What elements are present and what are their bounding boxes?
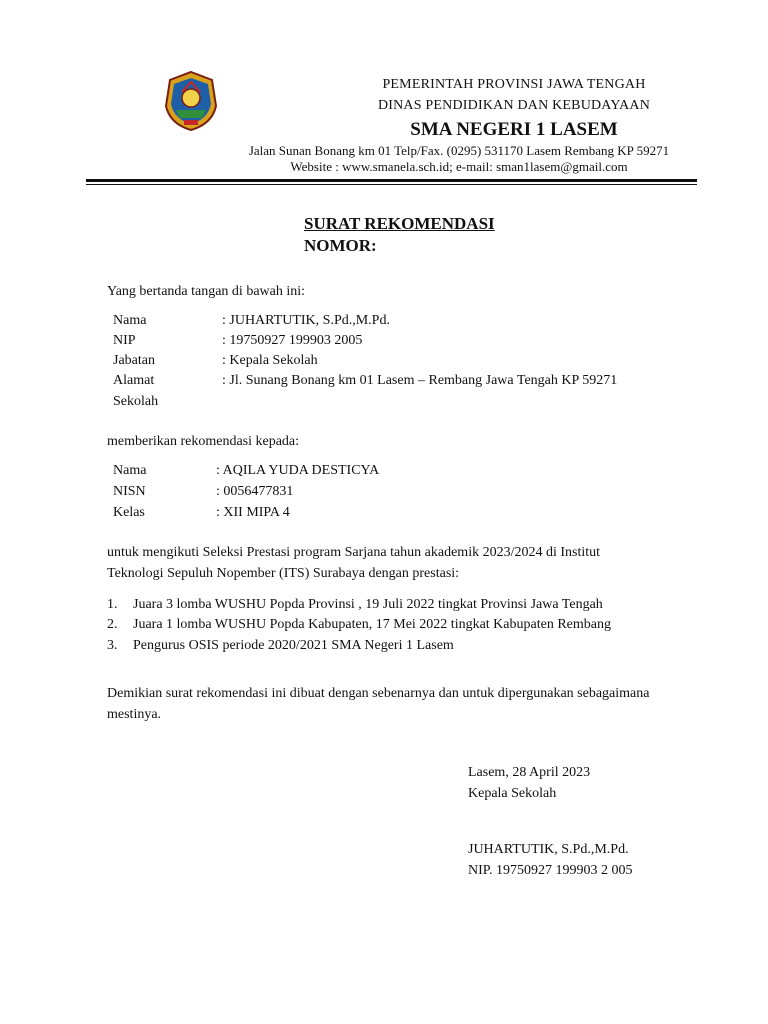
letter-number: NOMOR: <box>304 236 377 255</box>
signer-value: : 19750927 199903 2005 <box>222 333 363 348</box>
letterhead-divider-thick <box>86 179 697 182</box>
list-item: Pengurus OSIS periode 2020/2021 SMA Negeri 1 Lasem <box>133 638 454 653</box>
provincial-crest-icon <box>162 70 220 132</box>
letterhead-school-name: SMA NEGERI 1 LASEM <box>410 119 618 140</box>
student-value: : 0056477831 <box>216 484 294 499</box>
student-label: Kelas <box>113 505 145 520</box>
signer-label: NIP <box>113 333 136 348</box>
signer-value: : Jl. Sunang Bonang km 01 Lasem – Rembang Jawa Tengah KP 59271 <box>222 373 618 388</box>
letter-title: SURAT REKOMENDASI <box>304 214 495 233</box>
signer-label: Nama <box>113 313 147 328</box>
signer-value: : JUHARTUTIK, S.Pd.,M.Pd. <box>222 313 390 328</box>
closing-text: mestinya. <box>107 707 162 722</box>
list-item-number: 2. <box>107 617 118 632</box>
letterhead-contact: Website : www.smanela.sch.id; e-mail: sman1lasem@gmail.com <box>290 159 628 174</box>
signature-name: JUHARTUTIK, S.Pd.,M.Pd. <box>468 842 629 857</box>
student-label: NISN <box>113 484 146 499</box>
signature-place-date: Lasem, 28 April 2023 <box>468 765 591 780</box>
letterhead-divider-thin <box>86 184 697 185</box>
letterhead-government: PEMERINTAH PROVINSI JAWA TENGAH <box>382 77 646 92</box>
list-item-number: 3. <box>107 638 118 653</box>
signature-position: Kepala Sekolah <box>468 786 557 801</box>
student-label: Nama <box>113 463 147 478</box>
closing-text: Demikian surat rekomendasi ini dibuat dengan sebenarnya dan untuk dipergunakan sebagaimana <box>107 686 650 701</box>
signer-label: Alamat <box>113 373 155 388</box>
signer-label: Sekolah <box>113 394 159 409</box>
intro-text: Yang bertanda tangan di bawah ini: <box>107 284 306 299</box>
letterhead-department: DINAS PENDIDIKAN DAN KEBUDAYAAN <box>377 98 651 113</box>
student-value: : XII MIPA 4 <box>216 505 290 520</box>
signature-nip: NIP. 19750927 199903 2 005 <box>468 863 633 878</box>
list-item-number: 1. <box>107 597 118 612</box>
list-item: Juara 1 lomba WUSHU Popda Kabupaten, 17 Mei 2022 tingkat Kabupaten Rembang <box>133 617 611 632</box>
purpose-text: Teknologi Sepuluh Nopember (ITS) Surabaya dengan prestasi: <box>107 566 460 581</box>
purpose-text: untuk mengikuti Seleksi Prestasi program Sarjana tahun akademik 2023/2024 di Institut <box>107 545 601 560</box>
signer-value: : Kepala Sekolah <box>222 353 318 368</box>
signer-label: Jabatan <box>113 353 155 368</box>
student-value: : AQILA YUDA DESTICYA <box>216 463 380 478</box>
letterhead-address: Jalan Sunan Bonang km 01 Telp/Fax. (0295) 531170 Lasem Rembang KP 59271 <box>248 143 670 158</box>
recommend-intro: memberikan rekomendasi kepada: <box>107 434 300 449</box>
list-item: Juara 3 lomba WUSHU Popda Provinsi , 19 Juli 2022 tingkat Provinsi Jawa Tengah <box>133 597 603 612</box>
